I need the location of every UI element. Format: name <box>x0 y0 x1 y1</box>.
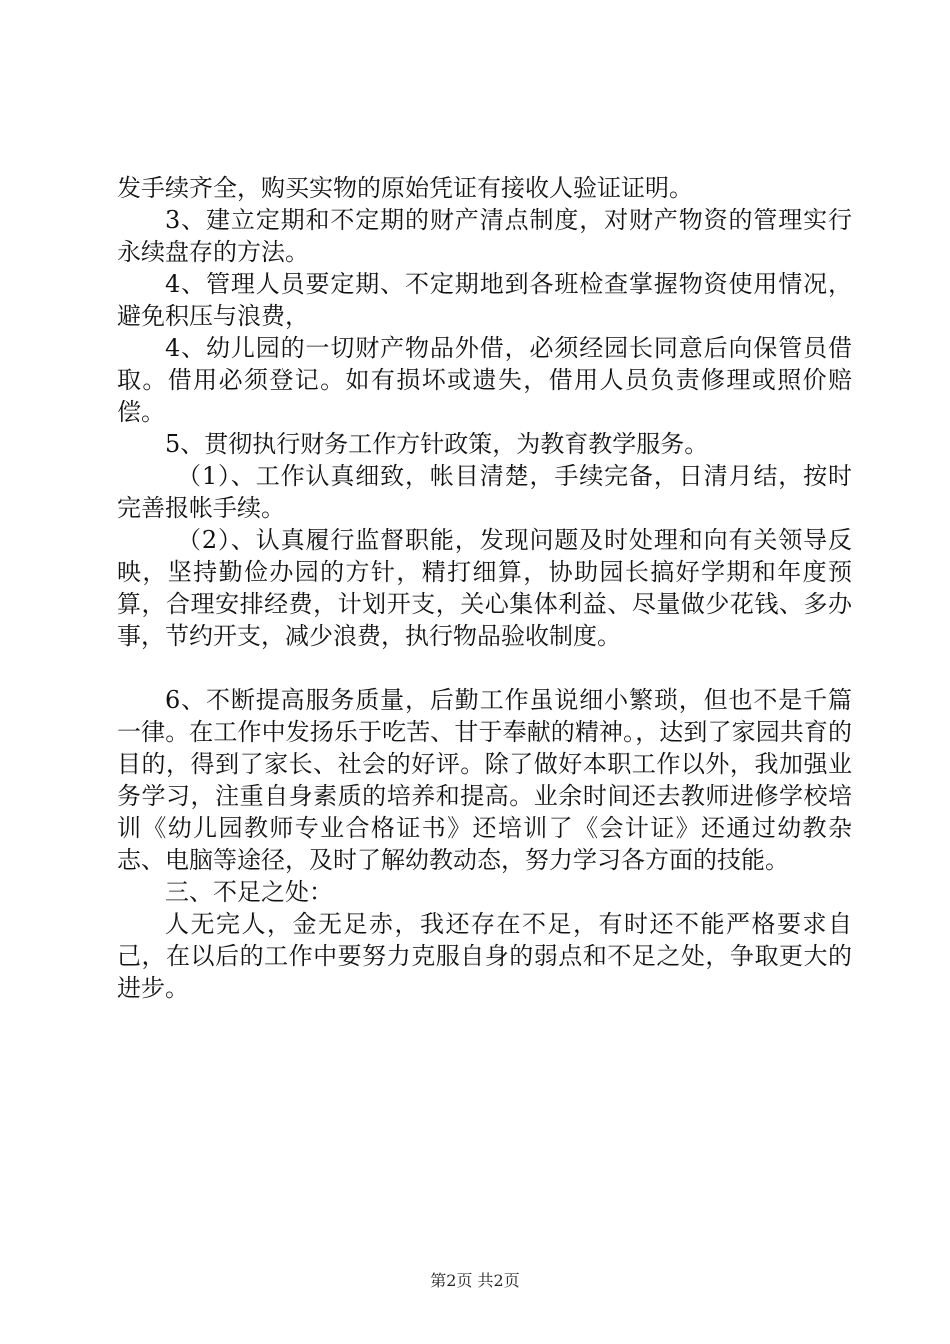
paragraph-subitem-1: （1）、工作认真细致，帐目清楚，手续完备，日清月结，按时完善报帐手续。 <box>117 462 852 522</box>
document-body <box>117 172 852 1004</box>
page-footer: 第2页 共2页 <box>430 1271 520 1290</box>
section-heading-shortcomings: 三、不足之处： <box>165 878 333 906</box>
paragraph-continuation: 发手续齐全，购买实物的原始凭证有接收人验证证明。 <box>117 174 693 202</box>
paragraph-item-4a: 4、管理人员要定期、不定期地到各班检查掌握物资使用情况，避免积压与浪费， <box>117 270 852 330</box>
paragraph-item-4b: 4、幼儿园的一切财产物品外借，必须经园长同意后向保管员借取。借用必须登记。如有损坏或遗失，借用人员负责修理或照价赔偿。 <box>117 334 852 426</box>
paragraph-item-3: 3、建立定期和不定期的财产清点制度，对财产物资的管理实行永续盘存的方法。 <box>117 206 852 266</box>
paragraph-spacer <box>117 652 852 684</box>
paragraph-shortcomings: 人无完人，金无足赤，我还存在不足，有时还不能严格要求自己，在以后的工作中要努力克服自身的弱点和不足之处，争取更大的进步。 <box>117 910 852 1002</box>
paragraph-subitem-2: （2）、认真履行监督职能，发现问题及时处理和向有关领导反映，坚持勤俭办园的方针，精打细算，协助园长搞好学期和年度预算，合理安排经费，计划开支，关心集体利益、尽量做少花钱、多办事，节约开支，减少浪费，执行物品验收制度。 <box>117 526 852 650</box>
paragraph-item-6: 6、不断提高服务质量，后勤工作虽说细小繁琐，但也不是千篇一律。在工作中发扬乐于吃苦、甘于奉献的精神。，达到了家园共育的目的，得到了家长、社会的好评。除了做好本职工作以外，我加强业务学习，注重自身素质的培养和提高。业余时间还去教师进修学校培训《幼儿园教师专业合格证书》还培训了《会计证》还通过幼教杂志、电脑等途径，及时了解幼教动态，努力学习各方面的技能。 <box>117 686 852 874</box>
paragraph-item-5: 5、贯彻执行财务工作方针政策，为教育教学服务。 <box>165 430 709 458</box>
